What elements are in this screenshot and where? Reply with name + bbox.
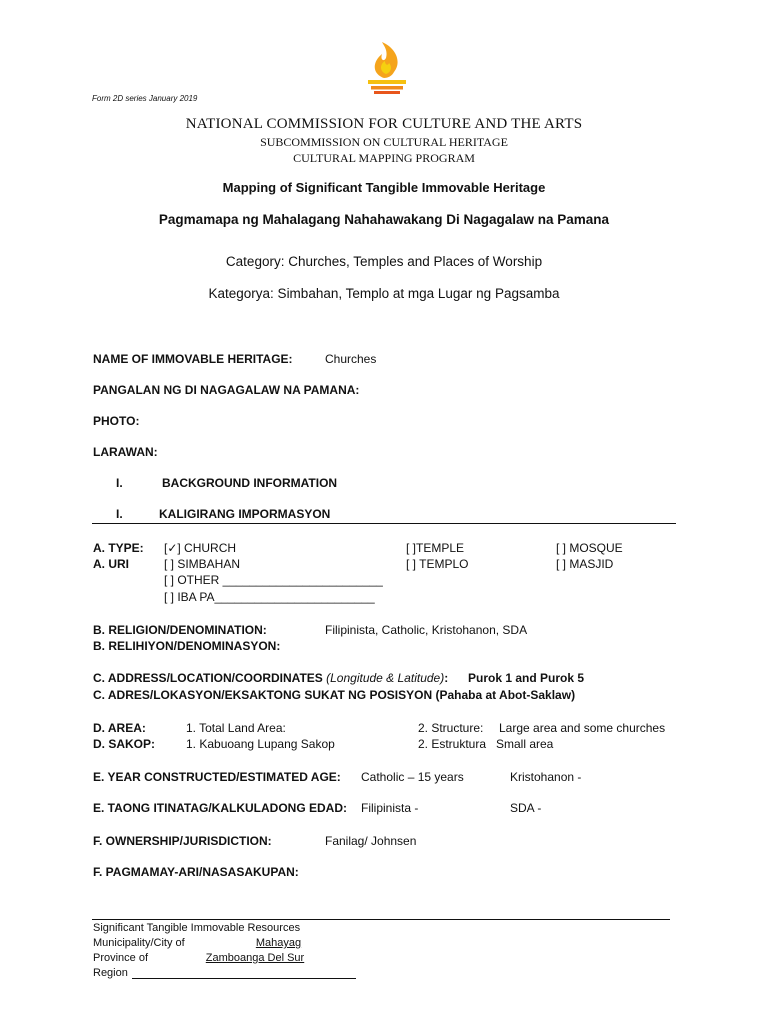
address-value: Purok 1 and Purok 5 [468,671,585,685]
footer-municipality-label: Municipality/City of [93,937,185,949]
ownership-label: F. OWNERSHIP/JURISDICTION: [93,834,272,848]
year-catholic: Catholic – 15 years [361,770,464,784]
subcommission-title: SUBCOMMISSION ON CULTURAL HERITAGE [260,135,508,149]
name-label: NAME OF IMMOVABLE HERITAGE: [93,352,293,366]
ncca-flame-logo [362,40,412,96]
section-title-filipino: KALIGIRANG IMPORMASYON [159,507,331,521]
footer-region-label: Region [93,967,128,979]
name-label-filipino: PANGALAN NG DI NAGAGALAW NA PAMANA: [93,383,360,397]
address-label-coords: (Longitude & Latitude) [326,671,445,685]
total-land-label: 1. Total Land Area: [186,721,286,735]
structure-value-filipino: Small area [496,737,554,751]
masjid-checkbox[interactable]: [ ] MASJID [556,557,614,571]
address-label-colon: : [444,671,449,685]
area-label: D. AREA: [93,721,146,735]
religion-label: B. RELIGION/DENOMINATION: [93,623,267,637]
category-title: Category: Churches, Temples and Places of Worship [225,254,543,269]
section-number-filipino: I. [116,507,123,521]
section-title: BACKGROUND INFORMATION [162,476,338,490]
structure-label-filipino: 2. Estruktura [418,737,487,751]
ownership-value: Fanilag/ Johnsen [325,834,417,848]
year-label-filipino: E. TAONG ITINATAG/KALKULADONG EDAD: [93,801,347,815]
area-label-filipino: D. SAKOP: [93,737,156,751]
address-label [93,671,448,685]
ownership-label-filipino: F. PAGMAMAY-ARI/NASASAKUPAN: [93,865,299,879]
religion-label-filipino: B. RELIHIYON/DENOMINASYON: [93,639,281,653]
mosque-checkbox[interactable]: [ ] MOSQUE [556,541,623,555]
footer-divider [92,919,670,920]
other-checkbox[interactable]: [ ] OTHER ________________________ [164,573,383,587]
simbahan-checkbox[interactable]: [ ] SIMBAHAN [164,557,241,571]
footer-province-label: Province of [93,952,149,964]
structure-label: 2. Structure: [418,721,484,735]
name-value: Churches [325,352,377,366]
total-land-label-filipino: 1. Kabuoang Lupang Sakop [186,737,335,751]
footer-municipality-value: Mahayag [255,937,302,949]
type-label: A. TYPE: [93,541,144,555]
type-label-filipino: A. URI [93,557,129,571]
section-divider [92,523,676,524]
footer-province-value: Zamboanga Del Sur [205,952,305,964]
year-filipinista: Filipinista - [361,801,419,815]
photo-label: PHOTO: [93,414,140,428]
iba-pa-checkbox[interactable]: [ ] IBA PA________________________ [164,590,375,604]
structure-value: Large area and some churches [499,721,666,735]
footer-resources: Significant Tangible Immovable Resources [93,922,301,934]
section-number: I. [116,476,123,490]
document-title: Mapping of Significant Tangible Immovable Heritage [222,180,546,195]
year-sda: SDA - [510,801,542,815]
address-label-filipino: C. ADRES/LOKASYON/EKSAKTONG SUKAT NG POSISYON (Pahaba at Abot-Saklaw) [93,688,576,702]
year-label: E. YEAR CONSTRUCTED/ESTIMATED AGE: [93,770,341,784]
category-title-filipino: Kategorya: Simbahan, Templo at mga Lugar ng Pagsamba [208,286,560,301]
church-checkbox[interactable]: [✓] CHURCH [164,541,237,555]
footer-region-line [132,978,356,979]
address-label-text: C. ADDRESS/LOCATION/COORDINATES [93,671,323,685]
religion-value: Filipinista, Catholic, Kristohanon, SDA [325,623,528,637]
temple-checkbox[interactable]: [ ]TEMPLE [406,541,465,555]
document-title-filipino: Pagmamapa ng Mahalagang Nahahawakang Di Nagagalaw na Pamana [158,212,610,227]
program-title: CULTURAL MAPPING PROGRAM [293,151,475,165]
org-title: NATIONAL COMMISSION FOR CULTURE AND THE ARTS [185,116,583,132]
templo-checkbox[interactable]: [ ] TEMPLO [406,557,469,571]
form-code: Form 2D series January 2019 [92,94,198,103]
year-kristohanon: Kristohanon - [510,770,582,784]
photo-label-filipino: LARAWAN: [93,445,158,459]
